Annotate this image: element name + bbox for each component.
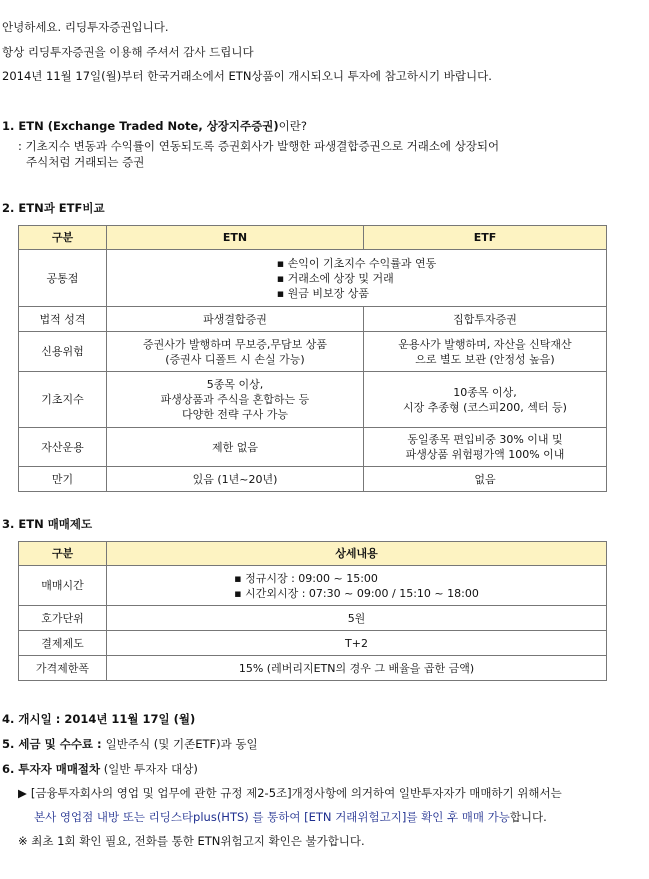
section1-desc-line2: 주식처럼 거래되는 증권 bbox=[26, 155, 145, 169]
common-cell bbox=[107, 250, 607, 307]
list-item: ▪ 시간외시장 : 07:30 ~ 09:00 / 15:10 ~ 18:00 bbox=[234, 586, 479, 601]
header-etf: ETF bbox=[364, 226, 607, 250]
hours-cell bbox=[107, 566, 607, 606]
etn-cell: 증권사가 발행하며 무보증,무담보 상품 (증권사 디폴트 시 손실 가능) bbox=[107, 332, 364, 372]
section6-procedure-highlight: 본사 영업점 내방 또는 리딩스타plus(HTS) 를 통하여 [ETN 거래위험고지]를 확인 후 매매 가능 bbox=[34, 810, 510, 824]
etf-cell: 집합투자증권 bbox=[364, 307, 607, 332]
header-category: 구분 bbox=[19, 542, 107, 566]
table-row bbox=[19, 566, 607, 606]
table-row bbox=[19, 250, 607, 307]
header-category: 구분 bbox=[19, 226, 107, 250]
intro-greeting: 안녕하세요. 리딩투자증권입니다. bbox=[2, 20, 169, 34]
section2-title: 2. ETN과 ETF비교 bbox=[2, 201, 105, 215]
table-row bbox=[19, 467, 607, 492]
row-label: 자산운용 bbox=[19, 428, 107, 467]
row-label: 가격제한폭 bbox=[19, 656, 107, 681]
etf-cell: 없음 bbox=[364, 467, 607, 492]
etn-cell: 파생결합증권 bbox=[107, 307, 364, 332]
table-row bbox=[19, 332, 607, 372]
section5-label: 5. 세금 및 수수료 : bbox=[2, 737, 106, 751]
header-detail: 상세내용 bbox=[107, 542, 607, 566]
table-row bbox=[19, 307, 607, 332]
section1-title-suffix: 이란? bbox=[278, 119, 307, 133]
row-label: 법적 성격 bbox=[19, 307, 107, 332]
row-label: 호가단위 bbox=[19, 606, 107, 631]
etn-cell: 제한 없음 bbox=[107, 428, 364, 467]
etn-cell: 있음 (1년~20년) bbox=[107, 467, 364, 492]
intro-thanks: 항상 리딩투자증권을 이용해 주셔서 감사 드립니다 bbox=[2, 45, 254, 59]
section6-title bbox=[2, 761, 198, 777]
section4-line bbox=[2, 711, 195, 727]
etf-cell: 동일종목 편입비중 30% 이내 및 파생상품 위험평가액 100% 이내 bbox=[364, 428, 607, 467]
row-label: 매매시간 bbox=[19, 566, 107, 606]
section6-label: 6. 투자자 매매절차 bbox=[2, 762, 101, 776]
list-item: ▪ 거래소에 상장 및 거래 bbox=[277, 271, 437, 286]
row-label-common: 공통점 bbox=[19, 250, 107, 307]
etn-trading-table bbox=[18, 541, 607, 681]
section4-value: 2014년 11월 17일 (월) bbox=[64, 712, 196, 726]
etf-cell: 10종목 이상, 시장 추종형 (코스피200, 섹터 등) bbox=[364, 372, 607, 428]
section6-note: (일반 투자자 대상) bbox=[100, 762, 198, 776]
row-label: 신용위험 bbox=[19, 332, 107, 372]
section5-line bbox=[2, 736, 258, 752]
table-header-row bbox=[19, 226, 607, 250]
row-label: 만기 bbox=[19, 467, 107, 492]
section1-title bbox=[2, 118, 307, 134]
section5-value: 일반주식 (및 기존ETF)과 동일 bbox=[105, 737, 258, 751]
etf-cell: 운용사가 발행하며, 자산을 신탁재산 으로 별도 보관 (안정성 높음) bbox=[364, 332, 607, 372]
section6-note-line: ※ 최초 1회 확인 필요, 전화를 통한 ETN위험고지 확인은 불가합니다. bbox=[18, 834, 365, 848]
section3-title: 3. ETN 매매제도 bbox=[2, 517, 93, 531]
table-row bbox=[19, 428, 607, 467]
header-etn: ETN bbox=[107, 226, 364, 250]
row-label: 기초지수 bbox=[19, 372, 107, 428]
arrow-icon: ▶ bbox=[18, 786, 27, 800]
value-cell: T+2 bbox=[107, 631, 607, 656]
section1-desc-line1: : 기초지수 변동과 수익률이 연동되도록 증권회사가 발행한 파생결합증권으로 거래소에 상장되어 bbox=[18, 139, 500, 153]
section6-procedure-tail: 합니다. bbox=[509, 810, 547, 824]
etn-etf-compare-table bbox=[18, 225, 607, 492]
section6-rule-text: [금융투자회사의 영업 및 업무에 관한 규정 제2-5조]개정사항에 의거하여 일반투자자가 매매하기 위해서는 bbox=[30, 786, 562, 800]
table-row bbox=[19, 656, 607, 681]
section4-label: 4. 개시일 : bbox=[2, 712, 65, 726]
etn-cell: 5종목 이상, 파생상품과 주식을 혼합하는 등 다양한 전략 구사 가능 bbox=[107, 372, 364, 428]
table-header-row bbox=[19, 542, 607, 566]
section6-procedure-line bbox=[34, 809, 547, 825]
table-row bbox=[19, 631, 607, 656]
common-list bbox=[277, 256, 437, 301]
list-item: ▪ 정규시장 : 09:00 ~ 15:00 bbox=[234, 571, 479, 586]
list-item: ▪ 손익이 기초지수 수익률과 연동 bbox=[277, 256, 437, 271]
value-cell: 5원 bbox=[107, 606, 607, 631]
value-cell: 15% (레버리지ETN의 경우 그 배율을 곱한 금액) bbox=[107, 656, 607, 681]
row-label: 결제제도 bbox=[19, 631, 107, 656]
table-row bbox=[19, 606, 607, 631]
section6-rule-line bbox=[18, 785, 562, 801]
list-item: ▪ 원금 비보장 상품 bbox=[277, 286, 437, 301]
table-row bbox=[19, 372, 607, 428]
intro-announcement: 2014년 11월 17일(월)부터 한국거래소에서 ETN상품이 개시되오니 투자에 참고하시기 바랍니다. bbox=[2, 69, 492, 83]
section1-title-main: 1. ETN (Exchange Traded Note, 상장지주증권) bbox=[2, 119, 279, 133]
hours-list bbox=[234, 571, 479, 601]
